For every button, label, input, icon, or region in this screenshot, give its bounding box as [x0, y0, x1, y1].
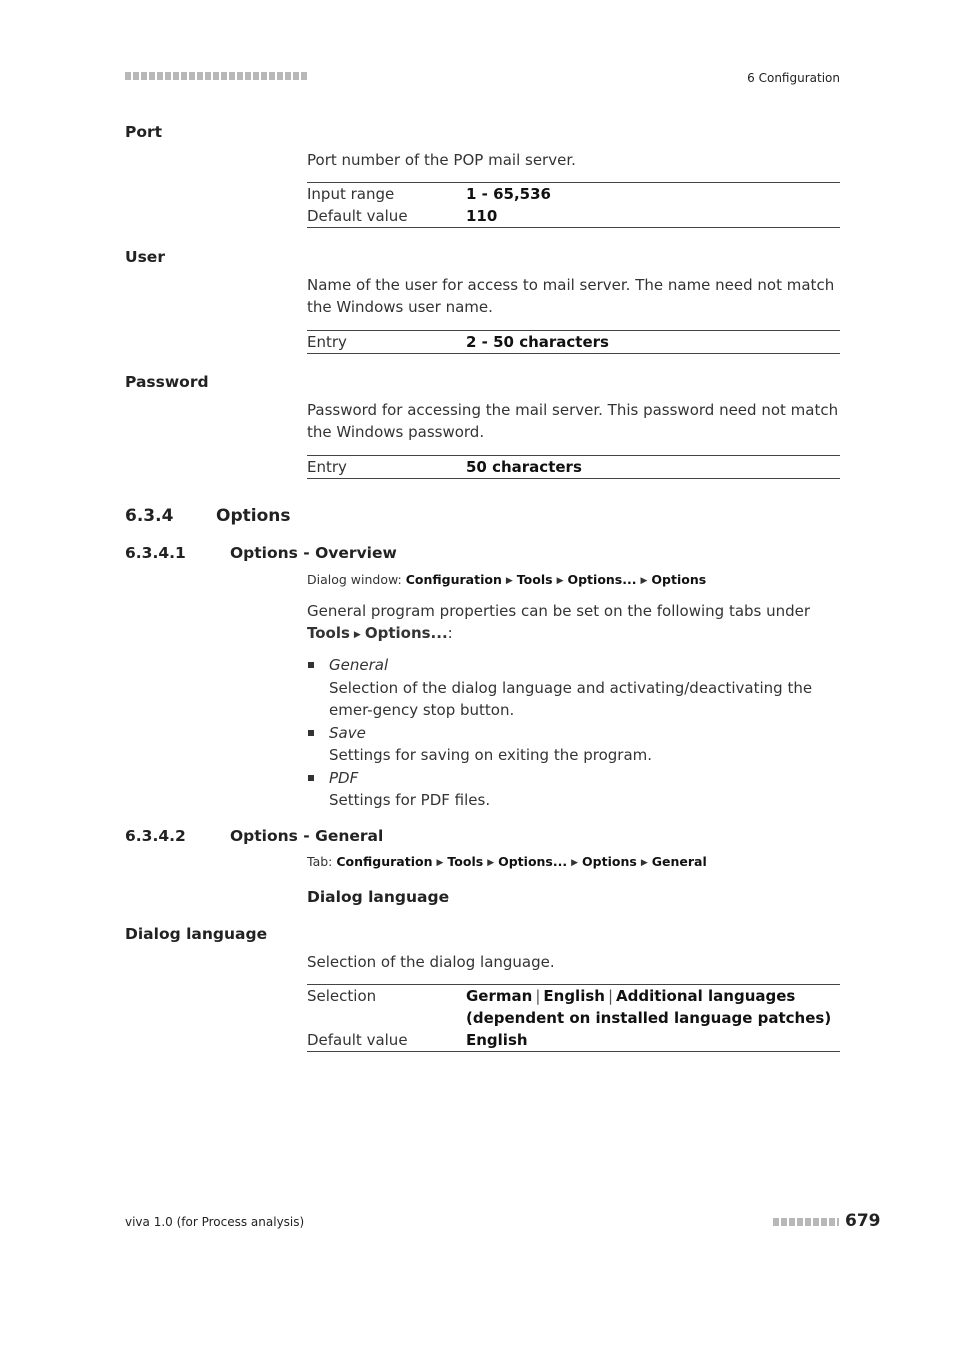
triangle-right-icon: ▶: [640, 858, 648, 868]
path-item: Configuration: [405, 572, 502, 587]
table-key: Default value: [307, 1031, 408, 1049]
path-label: Tab:: [307, 854, 333, 869]
list-item: [307, 722, 840, 767]
section-heading-6-3-4-2: [125, 827, 383, 845]
table-row: [307, 1029, 840, 1052]
param-table-password: [307, 455, 840, 479]
param-description-password: Password for accessing the mail server. This password need not match the Windows password.: [307, 401, 839, 441]
list-item: [307, 654, 840, 722]
intro-suffix: :: [447, 624, 453, 642]
list-item-name: PDF: [329, 768, 359, 787]
table-value: 2 - 50 characters: [466, 333, 609, 351]
list-item-name: Save: [329, 723, 366, 742]
section-number: 6.3.4: [125, 506, 174, 526]
dialog-path: [307, 572, 706, 587]
table-row: [307, 183, 840, 206]
table-value: 50 characters: [466, 458, 582, 476]
table-key: Entry: [307, 333, 347, 351]
table-key: Default value: [307, 207, 408, 225]
section-number: 6.3.4.2: [125, 827, 186, 845]
table-value: 110: [466, 207, 498, 225]
param-table-port: [307, 182, 840, 228]
list-item-text: Settings for PDF files.: [329, 791, 491, 809]
list-item-name: General: [329, 656, 389, 674]
overview-intro: [307, 600, 840, 647]
selection-option: English: [543, 987, 605, 1005]
param-title-user: User: [125, 248, 165, 266]
path-item: Tools: [447, 854, 484, 869]
triangle-right-icon: ▶: [353, 630, 361, 640]
footer-product: viva 1.0 (for Process analysis): [125, 1215, 305, 1229]
table-key: Entry: [307, 458, 347, 476]
selection-option: German: [466, 987, 533, 1005]
param-title-password: Password: [125, 373, 209, 391]
table-row: [307, 331, 840, 354]
intro-path-item: Options...: [364, 624, 448, 642]
separator: |: [535, 987, 541, 1005]
triangle-right-icon: ▶: [436, 858, 444, 868]
intro-path-item: Tools: [307, 624, 350, 642]
section-title: Options - Overview: [230, 544, 397, 562]
table-value: [466, 985, 840, 1030]
path-item: Options...: [498, 854, 568, 869]
bullet-square-icon: [308, 662, 314, 668]
selection-note: (dependent on installed language patches): [466, 1009, 832, 1027]
triangle-right-icon: ▶: [571, 858, 579, 868]
path-item: Options...: [567, 572, 637, 587]
table-row: [307, 985, 840, 1030]
bullet-square-icon: [308, 730, 314, 736]
header-decoration: [125, 72, 307, 80]
section-number: 6.3.4.1: [125, 544, 186, 562]
path-item: General: [651, 854, 707, 869]
param-description-user: Name of the user for access to mail server. The name need not match the Windows user name.: [307, 276, 835, 316]
triangle-right-icon: ▶: [505, 576, 513, 586]
path-label: Dialog window:: [307, 572, 402, 587]
table-key: Input range: [307, 185, 395, 203]
list-item: [307, 767, 840, 812]
section-heading-6-3-4-1: [125, 544, 397, 562]
intro-text: General program properties can be set on the following tabs under: [307, 602, 811, 620]
path-item: Options: [582, 854, 637, 869]
table-value: 1 - 65,536: [466, 185, 551, 203]
selection-option: Additional languages: [616, 987, 796, 1005]
param-description-port: Port number of the POP mail server.: [307, 151, 576, 169]
separator: |: [607, 987, 614, 1005]
param-title-port: Port: [125, 123, 163, 141]
page-number: 679: [845, 1211, 881, 1231]
section-title: Options - General: [230, 827, 384, 845]
tab-list: [307, 654, 840, 812]
bullet-square-icon: [308, 775, 314, 781]
param-description-dialog-language: Selection of the dialog language.: [307, 953, 555, 971]
footer-decoration: [773, 1218, 839, 1226]
tab-path: [307, 854, 707, 869]
param-title-dialog-language: Dialog language: [125, 925, 268, 943]
triangle-right-icon: ▶: [487, 858, 495, 868]
subheading-dialog-language: Dialog language: [307, 888, 450, 906]
path-item: Tools: [516, 572, 553, 587]
triangle-right-icon: ▶: [640, 576, 648, 586]
triangle-right-icon: ▶: [556, 576, 564, 586]
list-item-text: Settings for saving on exiting the program.: [329, 746, 653, 764]
list-item-text: Selection of the dialog language and activating/deactivating the emer-gency stop button.: [329, 678, 813, 719]
table-row: [307, 456, 840, 479]
path-item: Configuration: [336, 854, 433, 869]
chapter-title: 6 Configuration: [747, 71, 840, 85]
param-table-dialog-language: [307, 984, 840, 1052]
table-row: [307, 205, 840, 228]
table-key: Selection: [307, 987, 377, 1005]
param-table-user: [307, 330, 840, 354]
section-title: Options: [216, 506, 291, 526]
section-heading-6-3-4: [125, 506, 290, 526]
path-item: Options: [651, 572, 707, 587]
table-value: English: [466, 1031, 528, 1049]
